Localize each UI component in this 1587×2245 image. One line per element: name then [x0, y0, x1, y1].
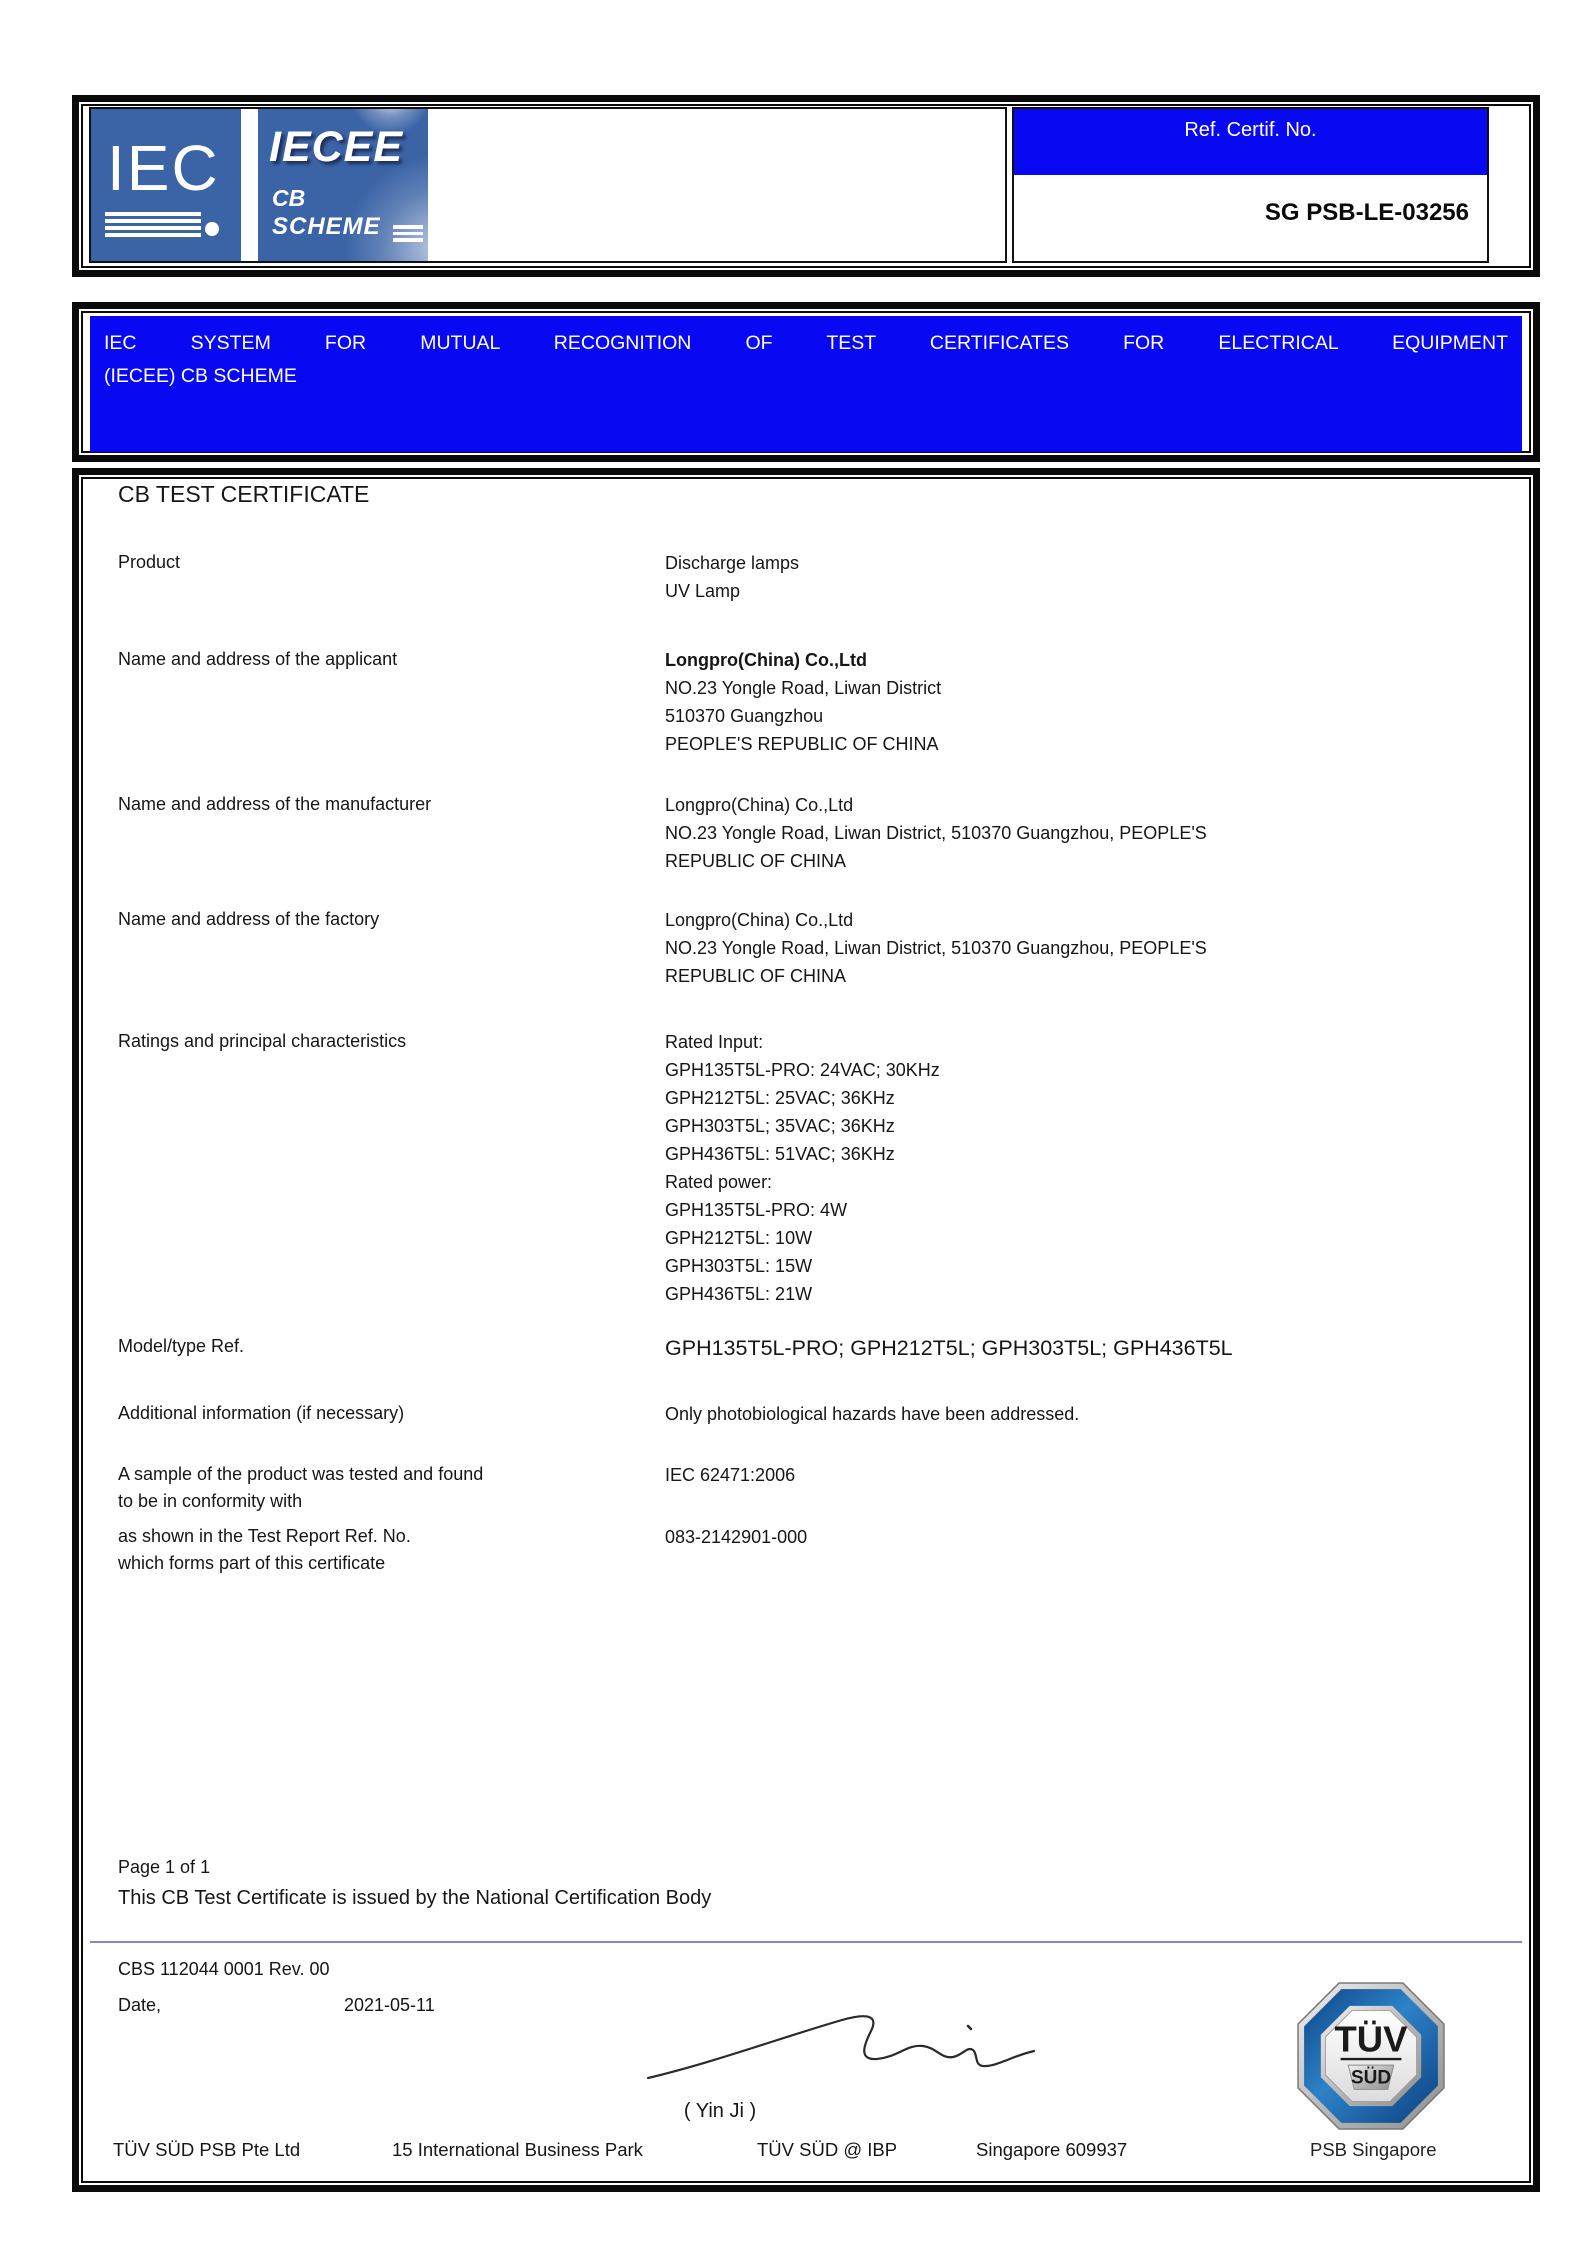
row-value: NO.23 Yongle Road, Liwan District, 510370 Guangzhou, PEOPLE'S — [665, 823, 1207, 843]
row-value: GPH436T5L: 21W — [665, 1284, 813, 1304]
iecee-logo-scheme: SCHEME — [272, 213, 381, 240]
test-report-number: 083-2142901-000 — [665, 1527, 808, 1547]
row-value: GPH212T5L: 10W — [665, 1228, 813, 1248]
row-value: Rated Input: — [665, 1032, 764, 1052]
row-value: PEOPLE'S REPUBLIC OF CHINA — [665, 734, 939, 754]
row-value: REPUBLIC OF CHINA — [665, 966, 847, 986]
footer-address-street: 15 International Business Park — [392, 2139, 643, 2160]
row-value: NO.23 Yongle Road, Liwan District, 510370 Guangzhou, PEOPLE'S — [665, 938, 1207, 958]
issued-by-line: This CB Test Certificate is issued by the National Certification Body — [118, 1887, 712, 1909]
ref-certif-box — [1012, 107, 1489, 263]
ref-certif-label: Ref. Certif. No. — [1014, 109, 1487, 175]
page-number: Page 1 of 1 — [118, 1857, 211, 1877]
row-value: Only photobiological hazards have been addressed. — [665, 1404, 1080, 1424]
tuv-logo-caption: PSB Singapore — [1310, 2139, 1437, 2160]
banner-line2: (IECEE) CB SCHEME — [104, 365, 297, 387]
footer-address-building: TÜV SÜD @ IBP — [757, 2139, 898, 2160]
row-label: which forms part of this certificate — [118, 1553, 386, 1573]
row-value: GPH135T5L-PRO: 24VAC; 30KHz — [665, 1060, 940, 1080]
ref-certif-number: SG PSB-LE-03256 — [1264, 199, 1469, 226]
iec-logo — [91, 109, 241, 261]
cbs-revision-line: CBS 112044 0001 Rev. 00 — [118, 1959, 330, 1979]
row-value: GPH436T5L: 51VAC; 36KHz — [665, 1144, 895, 1164]
row-value: Longpro(China) Co.,Ltd — [665, 795, 854, 815]
row-value: NO.23 Yongle Road, Liwan District — [665, 678, 942, 698]
row-label: Model/type Ref. — [118, 1336, 245, 1356]
row-value: GPH135T5L-PRO: 4W — [665, 1200, 848, 1220]
row-label: to be in conformity with — [118, 1491, 303, 1511]
row-label: Ratings and principal characteristics — [118, 1031, 407, 1051]
logo-divider — [241, 109, 258, 261]
model-type-value: GPH135T5L-PRO; GPH212T5L; GPH303T5L; GPH436T5L — [665, 1336, 1233, 1360]
standard-value: IEC 62471:2006 — [665, 1465, 796, 1485]
logo-cell — [89, 107, 1007, 263]
svg-text:SÜD: SÜD — [1350, 2067, 1392, 2089]
signature — [630, 1998, 1060, 2098]
row-value: GPH303T5L; 35VAC; 36KHz — [665, 1116, 895, 1136]
iec-logo-stripes — [105, 212, 201, 240]
row-value: Rated power: — [665, 1172, 773, 1192]
iecee-cb-scheme-logo — [258, 109, 428, 261]
row-label: as shown in the Test Report Ref. No. — [118, 1526, 411, 1546]
footer-address-postal: Singapore 609937 — [976, 2139, 1128, 2160]
row-value: GPH303T5L: 15W — [665, 1256, 813, 1276]
iecee-logo-text: IECEE — [269, 123, 404, 171]
signatory-name: ( Yin Ji ) — [683, 2100, 757, 2122]
row-label: Name and address of the applicant — [118, 649, 398, 669]
date-label: Date, — [118, 1995, 162, 2015]
iec-logo-text: IEC — [107, 132, 220, 204]
iecee-logo-cb: CB — [272, 185, 306, 211]
row-label: Name and address of the factory — [118, 909, 380, 929]
date-value: 2021-05-11 — [344, 1995, 435, 2015]
row-label: Additional information (if necessary) — [118, 1403, 405, 1423]
row-label: Name and address of the manufacturer — [118, 794, 432, 814]
row-label: Product — [118, 552, 181, 572]
iec-logo-dot — [205, 222, 219, 236]
footer-divider-line — [90, 1941, 1522, 1943]
footer-company: TÜV SÜD PSB Pte Ltd — [113, 2139, 301, 2160]
row-value: Discharge lamps — [665, 553, 800, 573]
row-value: REPUBLIC OF CHINA — [665, 851, 847, 871]
row-value: UV Lamp — [665, 581, 741, 601]
banner-line1: IEC SYSTEM FOR MUTUAL RECOGNITION OF TEST CERTIFICATES FOR ELECTRICAL EQUIPMENT — [104, 332, 1508, 354]
row-label: A sample of the product was tested and found — [118, 1464, 484, 1484]
row-value: 510370 Guangzhou — [665, 706, 824, 726]
tuv-sud-logo — [1295, 1980, 1447, 2137]
iecee-logo-lines — [393, 225, 423, 245]
svg-text:TÜV: TÜV — [1334, 2018, 1408, 2060]
row-value: Longpro(China) Co.,Ltd — [665, 910, 854, 930]
row-value: GPH212T5L: 25VAC; 36KHz — [665, 1088, 895, 1108]
certificate-title: CB TEST CERTIFICATE — [118, 481, 370, 507]
iecee-scheme-banner — [90, 316, 1522, 452]
applicant-name: Longpro(China) Co.,Ltd — [665, 650, 867, 670]
